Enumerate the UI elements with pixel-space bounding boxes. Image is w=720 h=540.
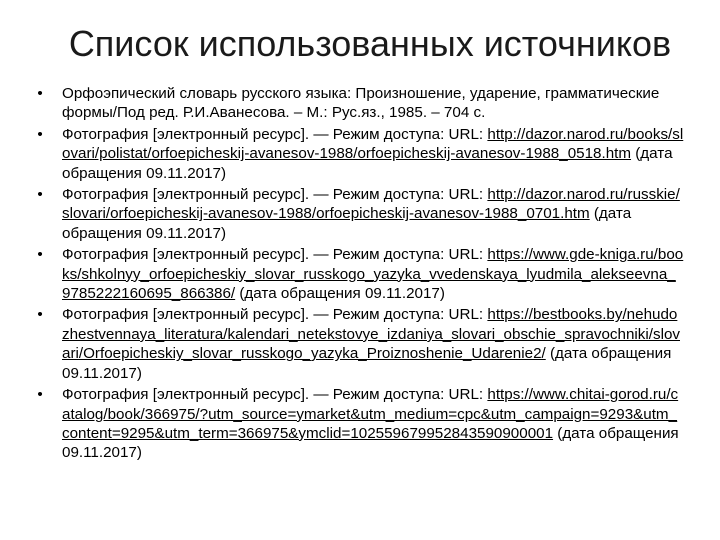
source-text: Фотография [электронный ресурс]. — Режим доступа: URL: — [62, 186, 488, 204]
bullet-icon: • — [37, 386, 43, 404]
access-date: (дата обращения 09.11.2017) — [62, 424, 679, 462]
access-date: (дата обращения 09.11.2017) — [235, 285, 445, 303]
list-item — [34, 84, 684, 123]
source-text: Фотография [электронный ресурс]. — Режим доступа: URL: — [62, 306, 488, 324]
bullet-icon: • — [37, 125, 43, 143]
source-link[interactable]: http://dazor.narod.ru/books/slovari/polistat/orfoepicheskij-avanesov-1988/orfoepicheskij-avanesov-1988_0518.htm — [62, 125, 684, 163]
list-item — [34, 125, 684, 183]
bullet-icon: • — [37, 306, 43, 324]
sources-list — [34, 84, 684, 465]
list-item — [34, 385, 684, 463]
bullet-icon: • — [37, 186, 43, 204]
source-text: Фотография [электронный ресурс]. — Режим доступа: URL: — [62, 386, 488, 404]
source-text: Фотография [электронный ресурс]. — Режим доступа: URL: — [62, 125, 488, 143]
bullet-icon: • — [37, 85, 43, 102]
source-link[interactable]: https://bestbooks.by/nehudozhestvennaya_literatura/kalendari_netekstovye_izdaniya_slovari_obschie_spravochniki/slovari/Orfoepicheskiy_slovar_russkogo_yazyka_Proiznoshenie_Udarenie2/ — [62, 306, 680, 363]
access-date: (дата обращения 09.11.2017) — [62, 205, 632, 242]
source-link[interactable]: https://www.chitai-gorod.ru/catalog/book/366975/?utm_source=ymarket&utm_medium=cpc&utm_campaign=9293&utm_content=9295&utm_term=366975&ymclid=102559679952843590900001 — [62, 386, 679, 442]
list-item — [34, 305, 684, 383]
bullet-icon: • — [37, 246, 43, 264]
list-item — [34, 185, 684, 243]
list-item — [34, 245, 684, 303]
access-date: (дата обращения 09.11.2017) — [62, 345, 672, 382]
source-text: Орфоэпический словарь русского языка: Произношение, ударение, грамматические формы/Под ред. Р.И.Аванесова. – М.: Рус.яз., 1985. – 704 с. — [62, 85, 660, 122]
source-link[interactable]: http://dazor.narod.ru/russkie/slovari/orfoepicheskij-avanesov-1988/orfoepicheskij-avanesov-1988_0701.htm — [62, 186, 680, 223]
source-link[interactable]: https://www.gde-kniga.ru/books/shkolnyy_orfoepicheskiy_slovar_russkogo_yazyka_vvedenskaya_lyudmila_alekseevna_9785222160695_866386/ — [62, 246, 684, 303]
access-date: (дата обращения 09.11.2017) — [62, 145, 673, 182]
source-text: Фотография [электронный ресурс]. — Режим доступа: URL: — [62, 246, 488, 264]
page-title: Список использованных источников — [68, 23, 672, 64]
